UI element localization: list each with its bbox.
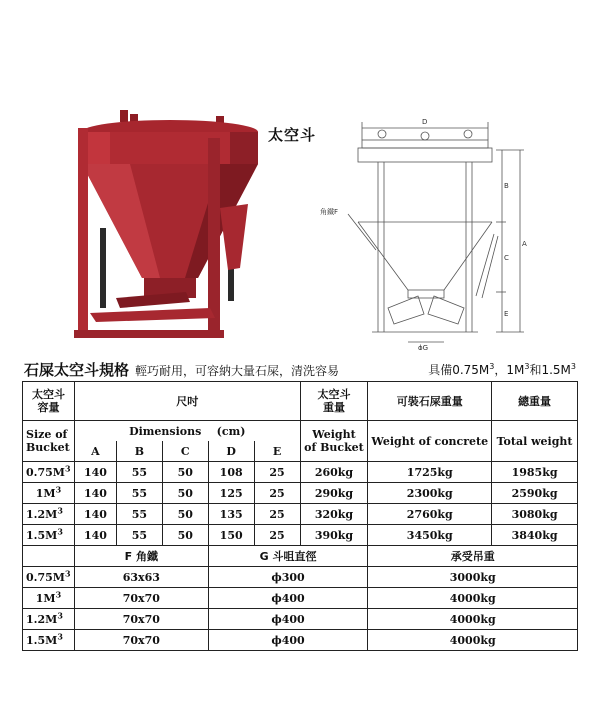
label-g: ϕG bbox=[418, 344, 429, 350]
header-outlet-diameter: G 斗咀直徑 bbox=[208, 546, 368, 567]
col-c: C bbox=[162, 441, 208, 462]
label-e: E bbox=[504, 310, 509, 318]
table-row: $1.5M^3$ 140 55 50 150 25 390kg 3450kg 3840kg bbox=[23, 525, 578, 546]
label-d: D bbox=[422, 118, 428, 126]
header-size-en: Size of Bucket bbox=[23, 421, 75, 462]
table-row: $1M^3$ 70x70 ϕ400 4000kg bbox=[23, 588, 578, 609]
col-b: B bbox=[116, 441, 162, 462]
header-weight-cn: 太空斗 重量 bbox=[300, 382, 368, 421]
label-b: B bbox=[504, 182, 509, 190]
table-row: $1.2M^3$ 140 55 50 135 25 320kg 2760kg 3080kg bbox=[23, 504, 578, 525]
table-row: $1M^3$ 140 55 50 125 25 290kg 2300kg 2590kg bbox=[23, 483, 578, 504]
header-concrete-en: Weight of concrete bbox=[368, 421, 492, 462]
spec-title: 石屎太空斗規格 bbox=[24, 361, 130, 379]
table-row: $1.2M^3$ 70x70 ϕ400 4000kg bbox=[23, 609, 578, 630]
col-e: E bbox=[254, 441, 300, 462]
header-concrete-cn: 可裝石屎重量 bbox=[368, 382, 492, 421]
col-d: D bbox=[208, 441, 254, 462]
product-title: 太空斗 bbox=[268, 126, 317, 144]
table-row: $0.75M^3$ 140 55 50 108 25 260kg 1725kg 1985kg bbox=[23, 462, 578, 483]
header-size-cn: 尺吋 bbox=[74, 382, 300, 421]
col-a: A bbox=[74, 441, 116, 462]
table-row: $1.5M^3$ 70x70 ϕ400 4000kg bbox=[23, 630, 578, 651]
spec-heading bbox=[24, 359, 584, 379]
label-c: C bbox=[504, 254, 509, 262]
technical-drawing bbox=[318, 110, 556, 350]
capacity-note: 具備$0.75M^3$，$1M^3$和$1.5M^3$ bbox=[428, 362, 576, 377]
header-weight-en: Weight of Bucket bbox=[300, 421, 368, 462]
concrete-bucket-photo bbox=[60, 108, 260, 348]
header-dimensions: Dimensions (cm) bbox=[74, 421, 300, 442]
header-total-en: Total weight bbox=[492, 421, 578, 462]
header-capacity-cn: 太空斗 容量 bbox=[23, 382, 75, 421]
label-a: A bbox=[522, 240, 527, 248]
spec-table bbox=[22, 381, 578, 651]
label-f: 角鐵F bbox=[320, 208, 339, 216]
table-row: $0.75M^3$ 63x63 ϕ300 3000kg bbox=[23, 567, 578, 588]
spec-description: 輕巧耐用，可容納大量石屎，清洗容易 bbox=[135, 364, 340, 378]
header-total-cn: 總重量 bbox=[492, 382, 578, 421]
header-angle-iron: F 角鐵 bbox=[74, 546, 208, 567]
header-lifting-load: 承受吊重 bbox=[368, 546, 578, 567]
